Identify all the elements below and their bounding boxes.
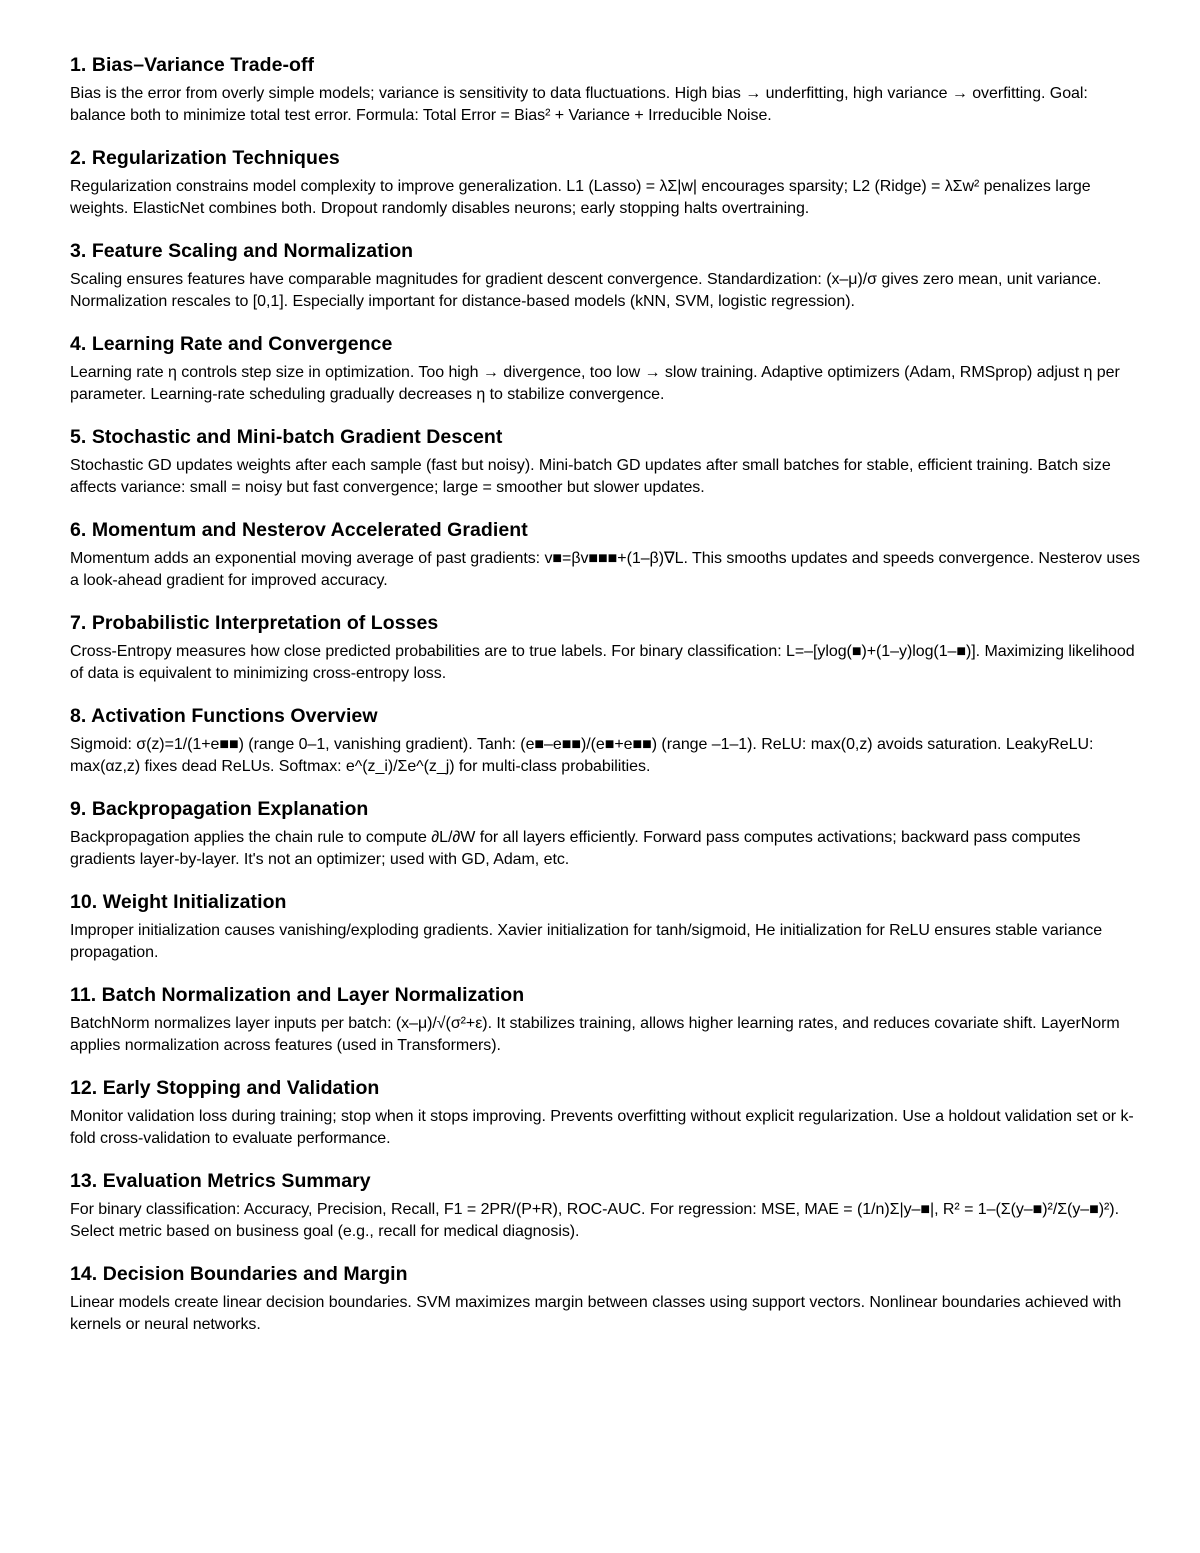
section-body: For binary classification: Accuracy, Precision, Recall, F1 = 2PR/(P+R), ROC-AUC. For regression: MSE, MAE = (1/n)Σ|y–■|, R² = 1–(Σ(y–■)²/Σ(y–■)²). Select metric based on business goal (e.g., recall for medical diagnosis). (70, 1201, 1119, 1240)
section-learning-rate (70, 332, 1140, 406)
section-heading: 14. Decision Boundaries and Margin (70, 1263, 408, 1285)
section-body: Cross-Entropy measures how close predicted probabilities are to true labels. For binary classification: L=–[ylog(■)+(1–y)log(1–■)]. Maximizing likelihood of data is equivalent to minimizing cross-entropy loss. (70, 643, 1135, 682)
section-body: Sigmoid: σ(z)=1/(1+e■■) (range 0–1, vanishing gradient). Tanh: (e■–e■■)/(e■+e■■) (range –1–1). ReLU: max(0,z) avoids saturation. LeakyReLU: max(αz,z) fixes dead ReLUs. Softmax: e^(z_i)/Σe^(z_j) for multi-class probabilities. (70, 736, 1094, 775)
section-activation-functions (70, 704, 1140, 778)
section-early-stopping (70, 1076, 1140, 1150)
section-heading: 9. Backpropagation Explanation (70, 798, 369, 820)
section-body: Momentum adds an exponential moving average of past gradients: v■=βv■■■+(1–β)∇L. This smooths updates and speeds convergence. Nesterov uses a look-ahead gradient for improved accuracy. (70, 550, 1140, 589)
section-heading: 2. Regularization Techniques (70, 147, 340, 169)
section-heading: 12. Early Stopping and Validation (70, 1077, 380, 1099)
section-body: Backpropagation applies the chain rule to compute ∂L/∂W for all layers efficiently. Forward pass computes activations; backward pass computes gradients layer-by-layer. It's not an optimizer; used with GD, Adam, etc. (70, 829, 1081, 868)
section-regularization (70, 146, 1140, 220)
section-heading: 3. Feature Scaling and Normalization (70, 240, 414, 262)
section-body: BatchNorm normalizes layer inputs per batch: (x–μ)/√(σ²+ε). It stabilizes training, allows higher learning rates, and reduces covariate shift. LayerNorm applies normalization across features (used in Transformers). (70, 1015, 1120, 1054)
section-decision-boundaries (70, 1262, 1140, 1336)
section-heading: 11. Batch Normalization and Layer Normalization (70, 984, 525, 1006)
section-heading: 6. Momentum and Nesterov Accelerated Gradient (70, 519, 528, 541)
section-weight-initialization (70, 890, 1140, 964)
section-heading: 10. Weight Initialization (70, 891, 287, 913)
section-body: Monitor validation loss during training; stop when it stops improving. Prevents overfitting without explicit regularization. Use a holdout validation set or k-fold cross-validation to evaluate performance. (70, 1108, 1134, 1147)
section-body: Improper initialization causes vanishing/exploding gradients. Xavier initialization for tanh/sigmoid, He initialization for ReLU ensures stable variance propagation. (70, 922, 1103, 961)
section-heading: 13. Evaluation Metrics Summary (70, 1170, 371, 1192)
section-momentum (70, 518, 1140, 592)
section-body: Bias is the error from overly simple models; variance is sensitivity to data fluctuations. High bias → underfitting, high variance → overfitting. Goal: balance both to minimize total test error. Formula: Total Error = Bias² + Variance + Irreducible Noise. (70, 85, 1088, 124)
section-body: Regularization constrains model complexity to improve generalization. L1 (Lasso) = λΣ|w| encourages sparsity; L2 (Ridge) = λΣw² penalizes large weights. ElasticNet combines both. Dropout randomly disables neurons; early stopping halts overtraining. (70, 178, 1091, 217)
section-heading: 8. Activation Functions Overview (70, 705, 378, 727)
section-gradient-descent (70, 425, 1140, 499)
section-body: Stochastic GD updates weights after each sample (fast but noisy). Mini-batch GD updates after small batches for stable, efficient training. Batch size affects variance: small = noisy but fast convergence; large = smoother but slower updates. (70, 457, 1111, 496)
section-body: Learning rate η controls step size in optimization. Too high → divergence, too low → slow training. Adaptive optimizers (Adam, RMSprop) adjust η per parameter. Learning-rate scheduling gradually decreases η to stabilize convergence. (70, 364, 1120, 403)
section-bias-variance (70, 53, 1140, 127)
section-feature-scaling (70, 239, 1140, 313)
section-body: Scaling ensures features have comparable magnitudes for gradient descent convergence. Standardization: (x–μ)/σ gives zero mean, unit variance. Normalization rescales to [0,1]. Especially important for distance-based models (kNN, SVM, logistic regression). (70, 271, 1102, 310)
section-heading: 7. Probabilistic Interpretation of Losses (70, 612, 439, 634)
section-probabilistic-losses (70, 611, 1140, 685)
section-body: Linear models create linear decision boundaries. SVM maximizes margin between classes using support vectors. Nonlinear boundaries achieved with kernels or neural networks. (70, 1294, 1122, 1333)
section-normalization-layers (70, 983, 1140, 1057)
section-evaluation-metrics (70, 1169, 1140, 1243)
section-heading: 1. Bias–Variance Trade-off (70, 54, 315, 76)
document-page (70, 53, 1140, 1355)
section-backpropagation (70, 797, 1140, 871)
section-heading: 5. Stochastic and Mini-batch Gradient Descent (70, 426, 503, 448)
section-heading: 4. Learning Rate and Convergence (70, 333, 393, 355)
